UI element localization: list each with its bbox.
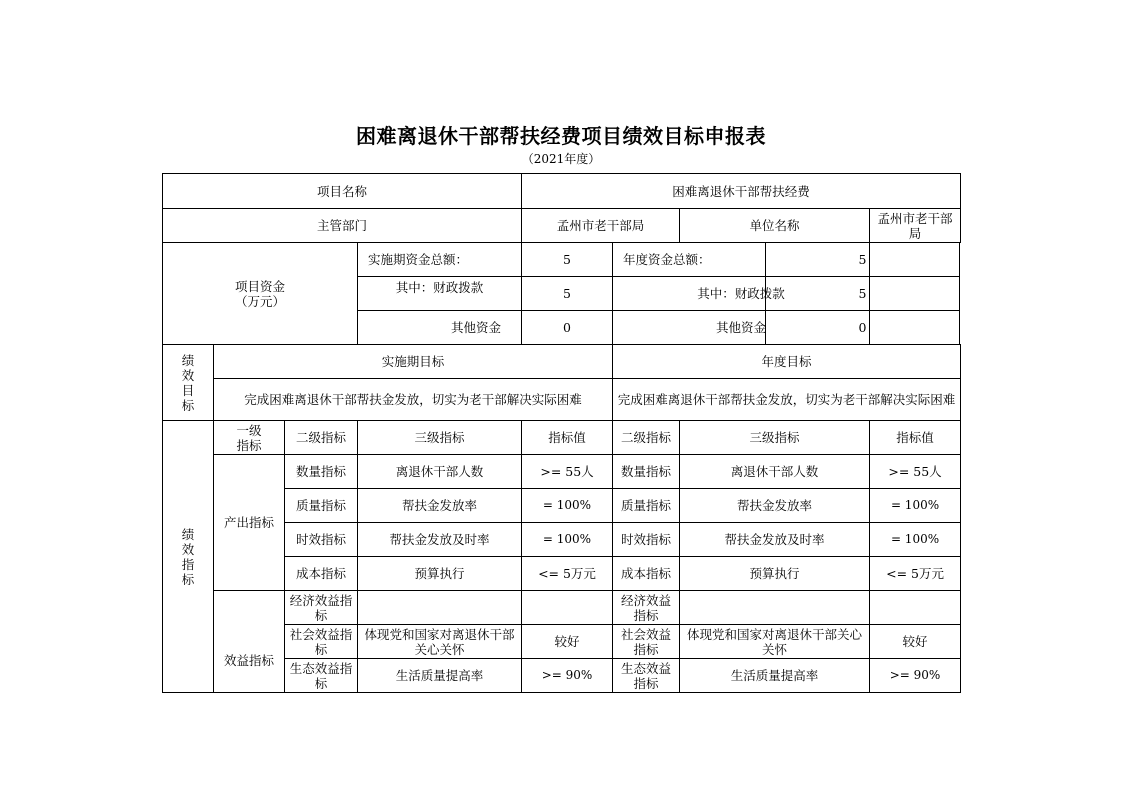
table-row: 时效指标 [285,523,358,557]
table-row: 较好 [870,625,961,659]
table-row: 帮扶金发放率 [680,489,870,523]
goals-indicators-table [162,344,961,693]
indicators-side-label: 绩 效 指 标 [163,421,214,693]
table-row: 质量指标 [285,489,358,523]
table-row: 预算执行 [680,557,870,591]
table-row: 数量指标 [613,455,680,489]
level2-header: 二级指标 [285,421,358,455]
table-row: = 100% [870,489,961,523]
annual-funds-values [765,242,960,345]
impl-fiscal-value: 5 [522,277,613,311]
dept-label: 主管部门 [163,209,522,243]
level2-header-annual: 二级指标 [613,421,680,455]
table-row: 体现党和国家对离退休干部关心关怀 [358,625,522,659]
table-row: >= 55人 [870,455,961,489]
table-row: 质量指标 [613,489,680,523]
table-row: 离退休干部人数 [358,455,522,489]
level3-header-annual: 三级指标 [680,421,870,455]
table-row: 数量指标 [285,455,358,489]
table-row [522,591,613,625]
table-row: 成本指标 [613,557,680,591]
table-row: = 100% [870,523,961,557]
table-row: 体现党和国家对离退休干部关心关怀 [680,625,870,659]
table-row: = 100% [522,523,613,557]
table-row: 生活质量提高率 [358,659,522,693]
impl-total-value: 5 [522,243,613,277]
annual-goal-text: 完成困难离退休干部帮扶金发放，切实为老干部解决实际困难 [613,379,961,421]
unit-label: 单位名称 [680,209,870,243]
table-row: >= 90% [870,659,961,693]
table-row [870,591,961,625]
annual-other-label: 其他资金 [613,311,870,345]
table-row: >= 90% [522,659,613,693]
table-row: 时效指标 [613,523,680,557]
table-row: 帮扶金发放及时率 [680,523,870,557]
impl-fiscal-label: 其中：财政拨款 [358,277,522,311]
unit-value: 孟州市老干部局 [870,209,961,243]
level1-header: 一级指标 [214,421,285,455]
funds-label [163,243,358,345]
annual-other-cell: 0 [766,311,960,345]
table-row: 生态效益指标 [285,659,358,693]
fiscal-year: （2021年度） [521,152,601,166]
table-row: 离退休干部人数 [680,455,870,489]
funds-label-line1: 项目资金 [234,278,285,294]
output-indicator-label: 产出指标 [214,455,285,591]
table-row [358,591,522,625]
table-row: <= 5万元 [522,557,613,591]
impl-other-value: 0 [522,311,613,345]
funds-label-line2: （万元） [234,293,285,309]
dept-value: 孟州市老干部局 [522,209,680,243]
annual-goal-header: 年度目标 [613,345,961,379]
table-row: 帮扶金发放率 [358,489,522,523]
table-row: 社会效益指标 [613,625,680,659]
value-header: 指标值 [522,421,613,455]
impl-goal-text: 完成困难离退休干部帮扶金发放，切实为老干部解决实际困难 [214,379,613,421]
annual-fiscal-label: 其中：财政拨款 [613,277,870,311]
table-row: 生态效益指标 [613,659,680,693]
impl-goal-header: 实施期目标 [214,345,613,379]
annual-total-label: 年度资金总额： [613,243,870,277]
table-row [680,591,870,625]
annual-total-cell: 5 [766,243,960,277]
table-row: = 100% [522,489,613,523]
level3-header: 三级指标 [358,421,522,455]
benefit-indicator-label: 效益指标 [214,591,285,693]
table-row: 预算执行 [358,557,522,591]
value-header-annual: 指标值 [870,421,961,455]
impl-total-label: 实施期资金总额： [358,243,522,277]
annual-fiscal-cell: 5 [766,277,960,311]
goals-side-label: 绩 效 目 标 [163,345,214,421]
project-name-value: 困难离退休干部帮扶经费 [522,174,961,209]
table-row: <= 5万元 [870,557,961,591]
table-row: 成本指标 [285,557,358,591]
table-row: 生活质量提高率 [680,659,870,693]
project-name-label: 项目名称 [163,174,522,209]
table-row: 社会效益指标 [285,625,358,659]
impl-other-label: 其他资金 [358,311,522,345]
table-row: 经济效益指标 [613,591,680,625]
table-row: 经济效益指标 [285,591,358,625]
table-row: >= 55人 [522,455,613,489]
table-row: 较好 [522,625,613,659]
table-row: 帮扶金发放及时率 [358,523,522,557]
page-title: 困难离退休干部帮扶经费项目绩效目标申报表 [356,124,766,148]
